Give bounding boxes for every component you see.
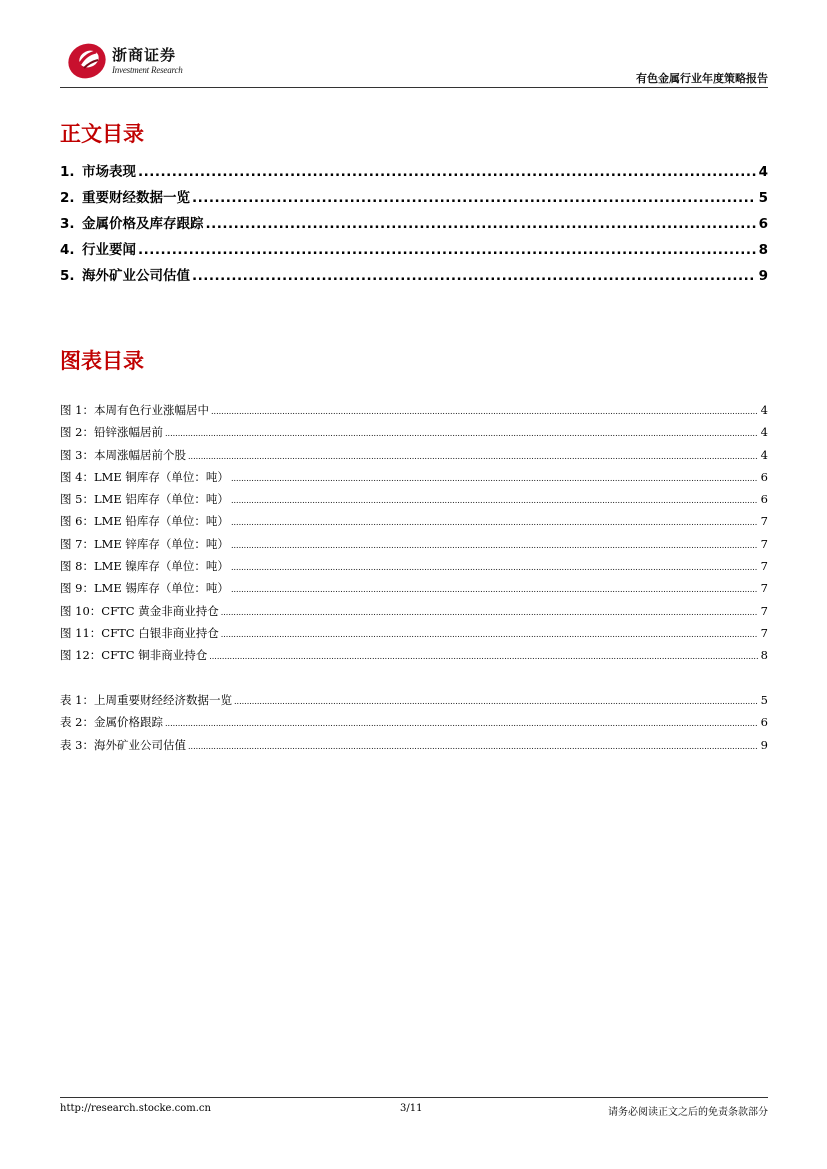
toc-leader-dots	[221, 608, 758, 617]
figure-entry-page: 6	[760, 469, 768, 484]
toc-entry-page: 9	[758, 268, 768, 284]
toc-leader-dots	[165, 719, 758, 728]
toc-leader-dots	[231, 585, 758, 594]
toc-entry-label: 金属价格及库存跟踪	[82, 216, 204, 232]
figure-entry-label: 图 12：CFTC 铜非商业持仓	[60, 648, 208, 663]
figure-entry[interactable]	[60, 647, 768, 669]
toc-entry-number: 1.	[60, 164, 75, 180]
footer-page-number: 3/11	[400, 1103, 423, 1114]
figure-entry-label: 图 4：LME 铜库存（单位：吨）	[60, 469, 229, 484]
toc-leader-dots	[188, 742, 758, 751]
toc-entry-number: 2.	[60, 190, 75, 206]
figure-entry-label: 图 3：本周涨幅居前个股	[60, 447, 186, 462]
toc-entry[interactable]	[60, 238, 768, 264]
figure-entry[interactable]	[60, 580, 768, 602]
figure-entry-page: 7	[760, 514, 768, 529]
toc-entry-page: 8	[758, 242, 768, 258]
figure-entry[interactable]	[60, 469, 768, 491]
figure-entry-label: 图 5：LME 铝库存（单位：吨）	[60, 492, 229, 507]
toc-leader-dots	[209, 652, 758, 661]
toc-entry-number: 4.	[60, 242, 75, 258]
toc-entry-number: 5.	[60, 268, 75, 284]
company-logo-icon	[66, 40, 108, 80]
footer-divider	[60, 1097, 768, 1098]
figure-entry[interactable]	[60, 447, 768, 469]
figure-entry-label: 图 10：CFTC 黄金非商业持仓	[60, 603, 219, 618]
toc-entry-page: 4	[758, 164, 768, 180]
toc-entry-number: 3.	[60, 216, 75, 232]
figure-entry-label: 图 1：本周有色行业涨幅居中	[60, 403, 209, 417]
table-toc	[60, 692, 768, 759]
toc-leader-dots	[192, 190, 756, 206]
logo-text-cn: 浙商证券	[112, 46, 177, 64]
toc-leader-dots	[231, 518, 758, 527]
toc-entry-label: 行业要闻	[82, 242, 136, 258]
figure-entry[interactable]	[60, 536, 768, 558]
toc-leader-dots	[206, 216, 757, 232]
toc-leader-dots	[231, 541, 758, 550]
toc-leader-dots	[138, 242, 756, 258]
table-entry-page: 5	[760, 693, 768, 707]
table-entry-label: 表 3：海外矿业公司估值	[60, 737, 186, 752]
figure-entry-page: 8	[760, 648, 768, 663]
toc-leader-dots	[188, 452, 758, 461]
toc-entry-page: 6	[758, 216, 768, 232]
footer-url[interactable]: http://research.stocke.com.cn	[60, 1103, 211, 1114]
figure-entry[interactable]	[60, 491, 768, 513]
main-toc-title: 正文目录	[60, 122, 144, 146]
table-entry-page: 9	[760, 737, 768, 752]
toc-entry[interactable]	[60, 160, 768, 186]
toc-entry-page: 5	[758, 190, 768, 206]
figure-entry-label: 图 11：CFTC 白银非商业持仓	[60, 625, 219, 640]
table-entry-page: 6	[760, 715, 768, 730]
figure-entry-label: 图 9：LME 锡库存（单位：吨）	[60, 581, 229, 596]
header-divider	[60, 87, 768, 88]
toc-leader-dots	[138, 164, 756, 180]
figure-entry-label: 图 6：LME 铅库存（单位：吨）	[60, 514, 229, 529]
footer-disclaimer: 请务必阅读正文之后的免责条款部分	[608, 1107, 768, 1118]
table-entry[interactable]	[60, 692, 768, 714]
table-entry[interactable]	[60, 714, 768, 736]
toc-entry-label: 重要财经数据一览	[82, 190, 190, 206]
figure-toc	[60, 402, 768, 670]
figure-entry-page: 7	[760, 581, 768, 596]
logo-text-en: Investment Research	[112, 65, 183, 75]
figure-entry-label: 图 2：铅锌涨幅居前	[60, 425, 163, 440]
report-type: 有色金属行业年度策略报告	[636, 72, 768, 85]
table-entry-label: 表 1：上周重要财经经济数据一览	[60, 693, 232, 707]
figure-entry-label: 图 7：LME 锌库存（单位：吨）	[60, 536, 229, 551]
figure-toc-title: 图表目录	[60, 349, 144, 373]
toc-leader-dots	[221, 630, 758, 639]
figure-entry[interactable]	[60, 513, 768, 535]
figure-entry-page: 7	[760, 603, 768, 618]
toc-leader-dots	[234, 697, 758, 706]
toc-entry[interactable]	[60, 186, 768, 212]
figure-entry-page: 4	[760, 403, 768, 417]
figure-entry-label: 图 8：LME 镍库存（单位：吨）	[60, 559, 229, 574]
toc-leader-dots	[231, 474, 758, 483]
figure-entry[interactable]	[60, 558, 768, 580]
toc-entry-label: 市场表现	[82, 164, 136, 180]
figure-entry[interactable]	[60, 625, 768, 647]
toc-leader-dots	[231, 496, 758, 505]
table-entry-label: 表 2：金属价格跟踪	[60, 715, 163, 730]
figure-entry-page: 7	[760, 625, 768, 640]
toc-leader-dots	[211, 407, 758, 416]
toc-entry[interactable]	[60, 264, 768, 290]
table-entry[interactable]	[60, 737, 768, 759]
figure-entry[interactable]	[60, 424, 768, 446]
figure-entry-page: 7	[760, 559, 768, 574]
toc-leader-dots	[165, 429, 758, 438]
figure-entry[interactable]	[60, 402, 768, 424]
figure-entry-page: 6	[760, 492, 768, 507]
figure-entry-page: 4	[760, 425, 768, 440]
toc-entry-label: 海外矿业公司估值	[82, 268, 190, 284]
toc-entry[interactable]	[60, 212, 768, 238]
figure-entry-page: 7	[760, 536, 768, 551]
figure-entry-page: 4	[760, 447, 768, 462]
page-header	[60, 36, 768, 88]
toc-leader-dots	[192, 268, 756, 284]
main-toc	[60, 160, 768, 290]
toc-leader-dots	[231, 563, 758, 572]
figure-entry[interactable]	[60, 603, 768, 625]
